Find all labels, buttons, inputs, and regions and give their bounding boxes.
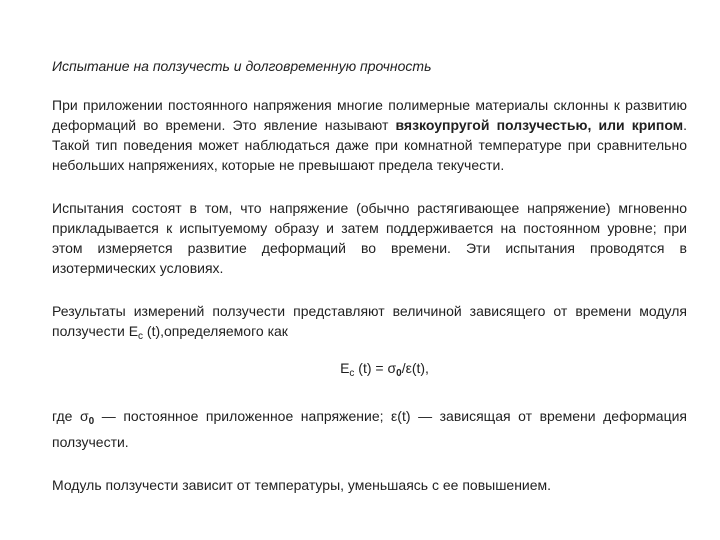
- paragraph-3-tail: (t),определяемого как: [143, 323, 288, 339]
- formula-lhs-subscript: c: [349, 368, 355, 379]
- paragraph-3-text: Результаты измерений ползучести представляют величиной зависящего от времени модуля ползучести E: [52, 303, 687, 339]
- paragraph-4-text: — постоянное приложенное напряжение; ε(t) — зависящая от времени деформация ползучести.: [52, 408, 687, 450]
- paragraph-temperature-dependence: Модуль ползучести зависит от температуры, уменьшаясь с ее повышением.: [52, 477, 552, 493]
- paragraph-3-subscript: c: [138, 331, 144, 342]
- document-body: [52, 56, 687, 518]
- paragraph-1-text-end: . Такой тип поведения может наблюдаться даже при комнатной температуре при сравнительно небольших напряжениях, которые не превышают предела текучести.: [52, 117, 687, 173]
- formula-lhs: E: [340, 360, 350, 376]
- paragraph-1-text-start: При приложении постоянного напряжения многие полимерные материалы склонны к развитию деформаций во времени. Это явление называют: [52, 97, 687, 133]
- section-heading: Испытание на ползучесть и долговременную прочность: [52, 58, 432, 74]
- paragraph-test-procedure: Испытания состоят в том, что напряжение (обычно растягивающее напряжение) мгновенно прикладывается к испытуемому образу и затем поддерживается на постоянном уровне; при этом измеряется развитие деформаций во времени. Эти испытания проводятся в изотермических условиях.: [52, 200, 687, 276]
- creep-modulus-formula: [82, 358, 687, 384]
- paragraph-symbol-definitions: [52, 406, 687, 452]
- paragraph-1-bold-term: вязкоупругой ползучестью, или крипом: [395, 117, 684, 133]
- paragraph-creep-modulus: [52, 301, 687, 347]
- formula-mid: (t) = σ: [354, 360, 397, 376]
- formula-rhs: /ε(t),: [401, 360, 429, 376]
- paragraph-4-sigma-subscript: 0: [88, 416, 95, 427]
- paragraph-4-prefix: где σ: [52, 408, 89, 424]
- formula-sigma-subscript: 0: [396, 368, 402, 379]
- paragraph-creep-definition: [52, 95, 687, 175]
